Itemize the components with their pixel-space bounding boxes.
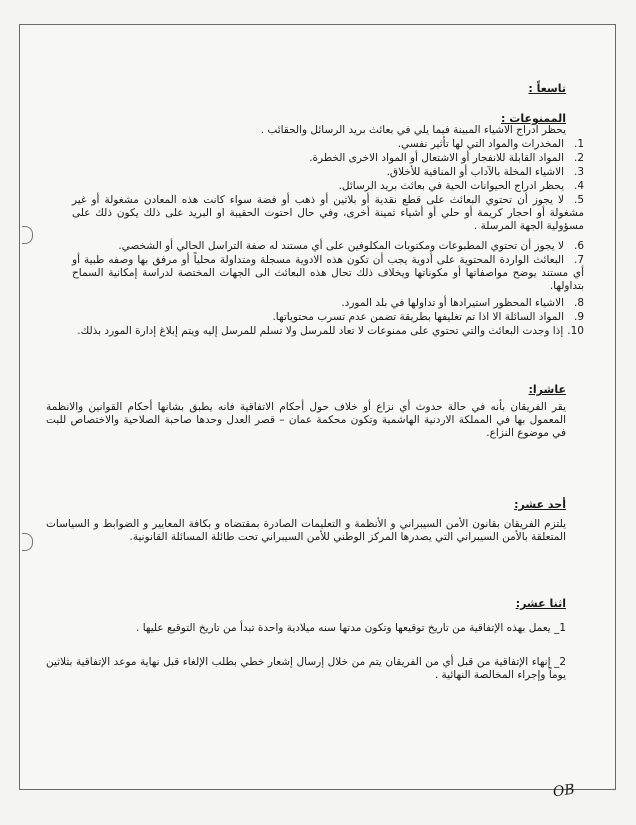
list-item: 8.الاشياء المحظور استيرادها أو تداولها في بلد المورد. bbox=[341, 297, 584, 309]
section-11-body: يلتزم الفريقان بقانون الأمن السيبراني و الأنظمة و التعليمات الصادرة بمقتضاه و بكافة المعايير و الضوابط و السياسات المتعلقة بالأمن السيبراني التي يصدرها المركز الوطني للأمن السيبراني تحت طائلة المسائلة القانونية. bbox=[46, 518, 566, 543]
section-12-clause-1: 1_ يعمل بهذه الإتفاقية من تاريخ توقيعها وتكون مدتها سنه ميلادية واحدة تبدأ من تاريخ التوقيع عليها . bbox=[136, 622, 566, 634]
list-item: 4.يحظر ادراج الحيوانات الحية في بعائث بريد الرسائل. bbox=[338, 180, 584, 192]
list-item: 7.البعائث الواردة المحتوية على أدوية يجب أن تكون هذه الادوية مسجلة ومتداولة محلياً أو مرفق بها وصفه طبية أو أي مستند يوضح مواصفاتها أو مكوناتها ويخلاف ذلك تحال هذه البعائث الى الجهات المختصة لدراسة إمكانية السماح بتداولها. bbox=[72, 254, 584, 292]
section-9-heading: تاسعاً : bbox=[528, 82, 566, 95]
section-10-heading: عاشرا: bbox=[528, 383, 566, 396]
section-10-body: يقر الفريقان بأنه في حالة حدوث أي نزاع أو خلاف حول أحكام الاتفاقية فانه يطبق بشانها أحكام القوانين والانظمة المعمول بها في المملكة الاردنية الهاشمية وتكون محكمة عمان – قصر العدل وحدها صاحبة الصلاحية والاختصاص للبت في موضوع النزاع. bbox=[46, 401, 566, 439]
list-item: 6.لا يجوز أن تحتوي المطبوعات ومكتوبات المكلوفين على أي مستند له صفة التراسل الحالي أو الشخصي. bbox=[118, 240, 584, 252]
list-item: 5.لا يجوز أن تحتوي البعائث على قطع نقدية أو بلاتين أو ذهب أو فضة سواء كانت هذه المعادن مشغولة أو غير مشغولة أو احجار كريمة أو حلي أو أشياء ثمينة أخرى، وفي حال احتوت الحقيبة او البريد على ذلك يكون ذلك على مسؤولية الجهة المرسلة . bbox=[72, 194, 584, 232]
list-item: 10.إذا وجدت البعائث والتي تحتوي على ممنوعات لا تعاد للمرسل ولا تسلم للمرسل إليه ويتم إبلاغ إدارة المورد بذلك. bbox=[77, 325, 584, 337]
list-item: 3.الاشياء المخلة بالآداب أو المنافية للأخلاق. bbox=[386, 166, 584, 178]
section-9-intro: يحظر ادراج الاشياء المبينة فيما يلي في بعائث بريد الرسائل والحقائب . bbox=[260, 124, 566, 136]
section-11-heading: أحد عشر: bbox=[514, 498, 566, 511]
prohibited-subheading: الممنوعات : bbox=[501, 112, 566, 125]
section-12-clause-2: 2_ إنهاء الإتفاقية من قبل أي من الفريقان يتم من خلال إرسال إشعار خطي بطلب الإلغاء قبل نهاية موعد الإتفاقية بثلاثين يوماً وإجراء المخالصة النهائية . bbox=[46, 656, 566, 681]
section-12-heading: اثنا عشر: bbox=[515, 597, 566, 610]
signature: OB bbox=[551, 781, 576, 801]
list-item: 9.المواد السائلة الا اذا تم تغليفها بطريقة تضمن عدم تسرب محتوياتها. bbox=[272, 311, 584, 323]
list-item: 1.المخدرات والمواد التي لها تأثير نفسي. bbox=[397, 138, 584, 150]
list-item: 2.المواد القابلة للانفجار أو الاشتعال أو المواد الاخرى الخطرة. bbox=[309, 152, 584, 164]
